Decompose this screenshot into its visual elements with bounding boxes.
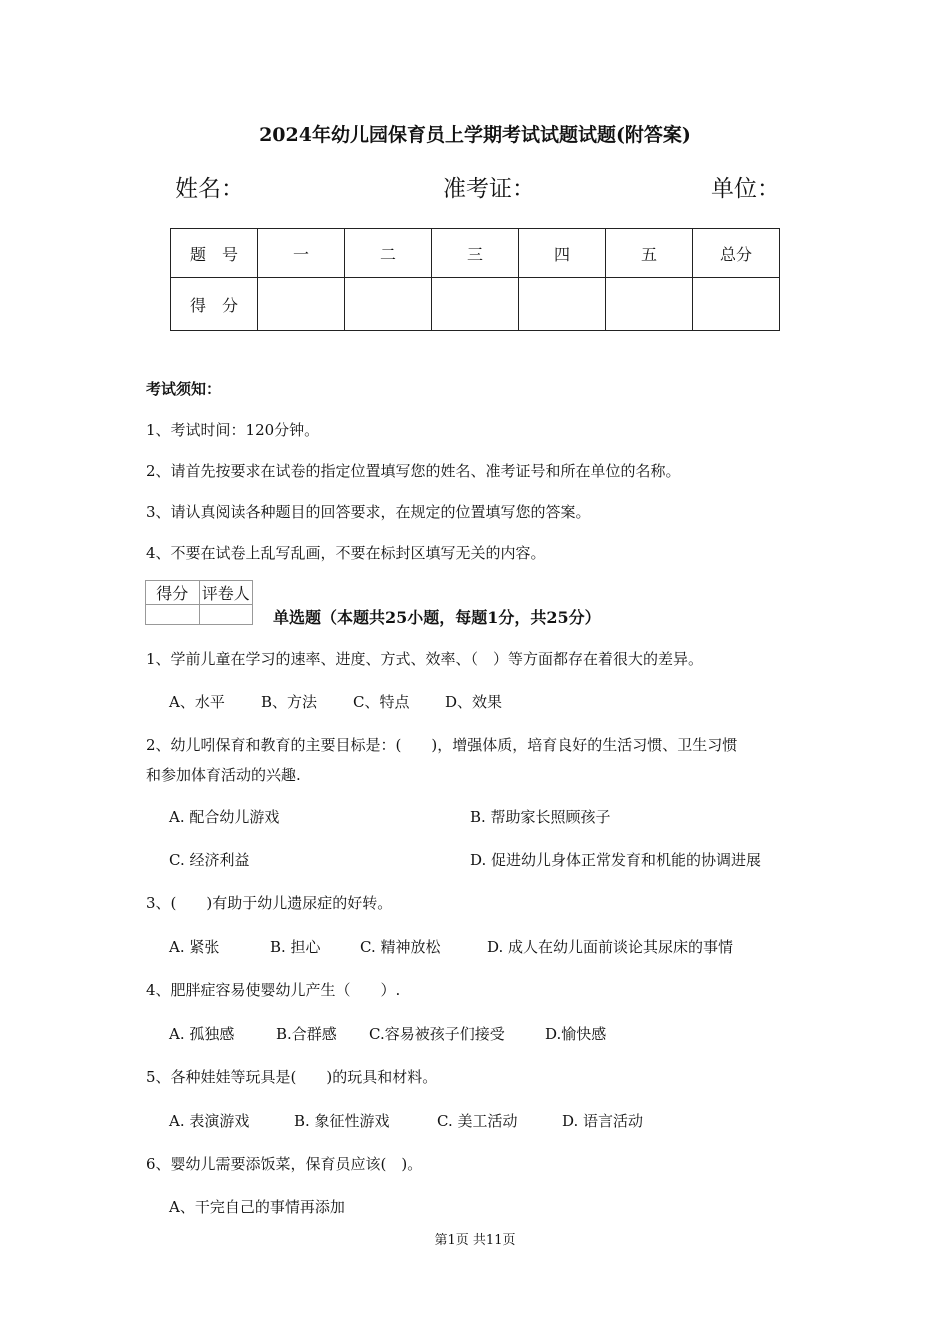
question-2-option-c[interactable]: C. 经济利益 bbox=[169, 851, 250, 869]
question-3-option-d[interactable]: D. 成人在幼儿面前谈论其尿床的事情 bbox=[487, 938, 734, 956]
question-6-option-a[interactable]: A、干完自己的事情再添加 bbox=[169, 1198, 345, 1216]
score-cell[interactable] bbox=[606, 278, 693, 331]
question-1-option-b[interactable]: B、方法 bbox=[261, 693, 318, 711]
question-1-option-a[interactable]: A、水平 bbox=[169, 693, 225, 711]
question-3-option-a[interactable]: A. 紧张 bbox=[169, 938, 220, 956]
question-2-option-a[interactable]: A. 配合幼儿游戏 bbox=[169, 808, 280, 826]
exam-number-field-label: 准考证： bbox=[443, 176, 535, 202]
score-table-header-row bbox=[171, 229, 780, 278]
question-5-text: 5、各种娃娃等玩具是( )的玩具和材料。 bbox=[146, 1068, 438, 1086]
question-5-option-d[interactable]: D. 语言活动 bbox=[562, 1112, 644, 1130]
question-5-option-a[interactable]: A. 表演游戏 bbox=[169, 1112, 250, 1130]
notice-item: 2、请首先按要求在试卷的指定位置填写您的姓名、准考证号和所在单位的名称。 bbox=[146, 462, 681, 480]
notice-item: 1、考试时间：120分钟。 bbox=[146, 421, 320, 439]
score-table-header-cell: 一 bbox=[258, 229, 345, 278]
score-cell[interactable] bbox=[693, 278, 780, 331]
question-6-text: 6、婴幼儿需要添饭菜，保育员应该( )。 bbox=[146, 1155, 423, 1173]
grader-box-grader-cell[interactable] bbox=[199, 605, 253, 625]
question-3-option-b[interactable]: B. 担心 bbox=[270, 938, 321, 956]
unit-field-label: 单位： bbox=[711, 176, 780, 202]
question-2-option-d[interactable]: D. 促进幼儿身体正常发育和机能的协调进展 bbox=[470, 851, 762, 869]
question-2-option-b[interactable]: B. 帮助家长照顾孩子 bbox=[470, 808, 611, 826]
score-table-header-cell: 总分 bbox=[693, 229, 780, 278]
question-1-option-d[interactable]: D、效果 bbox=[445, 693, 503, 711]
question-4-option-d[interactable]: D.愉快感 bbox=[545, 1025, 607, 1043]
exam-title: 2024年幼儿园保育员上学期考试试题试题(附答案) bbox=[259, 124, 691, 146]
page-footer: 第1页 共11页 bbox=[434, 1233, 516, 1248]
score-cell[interactable] bbox=[519, 278, 606, 331]
question-4-option-c[interactable]: C.容易被孩子们接受 bbox=[369, 1025, 505, 1043]
score-cell[interactable] bbox=[345, 278, 432, 331]
question-3-option-c[interactable]: C. 精神放松 bbox=[360, 938, 441, 956]
question-5-option-b[interactable]: B. 象征性游戏 bbox=[294, 1112, 390, 1130]
score-table-score-row bbox=[171, 278, 780, 331]
notice-item: 3、请认真阅读各种题目的回答要求，在规定的位置填写您的答案。 bbox=[146, 503, 591, 521]
grader-box bbox=[145, 580, 253, 625]
question-4-option-a[interactable]: A. 孤独感 bbox=[169, 1025, 235, 1043]
question-2-text-line-2: 和参加体育活动的兴趣. bbox=[146, 766, 301, 784]
score-table-header-cell: 题 号 bbox=[171, 229, 258, 278]
score-table-header-cell: 四 bbox=[519, 229, 606, 278]
score-table-row-label: 得 分 bbox=[171, 278, 258, 331]
question-3-text: 3、( )有助于幼儿遗尿症的好转。 bbox=[146, 894, 393, 912]
section-title: 单选题（本题共25小题，每题1分，共25分） bbox=[273, 608, 601, 627]
score-table bbox=[170, 228, 780, 331]
score-cell[interactable] bbox=[432, 278, 519, 331]
notice-heading: 考试须知： bbox=[146, 380, 222, 398]
score-table-header-cell: 五 bbox=[606, 229, 693, 278]
question-2-text-line-1: 2、幼儿吲保育和教育的主要目标是：( )，增强体质，培育良好的生活习惯、卫生习惯 bbox=[146, 736, 738, 754]
grader-box-score-cell[interactable] bbox=[146, 605, 200, 625]
question-4-option-b[interactable]: B.合群感 bbox=[276, 1025, 337, 1043]
question-1-text: 1、学前儿童在学习的速率、进度、方式、效率、（ ）等方面都存在着很大的差异。 bbox=[146, 650, 704, 668]
grader-box-grader-label: 评卷人 bbox=[199, 581, 253, 605]
score-table-header-cell: 三 bbox=[432, 229, 519, 278]
name-field-label: 姓名： bbox=[175, 176, 244, 202]
notice-item: 4、不要在试卷上乱写乱画，不要在标封区填写无关的内容。 bbox=[146, 544, 546, 562]
score-table-header-cell: 二 bbox=[345, 229, 432, 278]
question-4-text: 4、肥胖症容易使婴幼儿产生（ ）. bbox=[146, 981, 401, 999]
question-1-option-c[interactable]: C、特点 bbox=[353, 693, 410, 711]
question-5-option-c[interactable]: C. 美工活动 bbox=[437, 1112, 518, 1130]
score-cell[interactable] bbox=[258, 278, 345, 331]
grader-box-score-label: 得分 bbox=[146, 581, 200, 605]
